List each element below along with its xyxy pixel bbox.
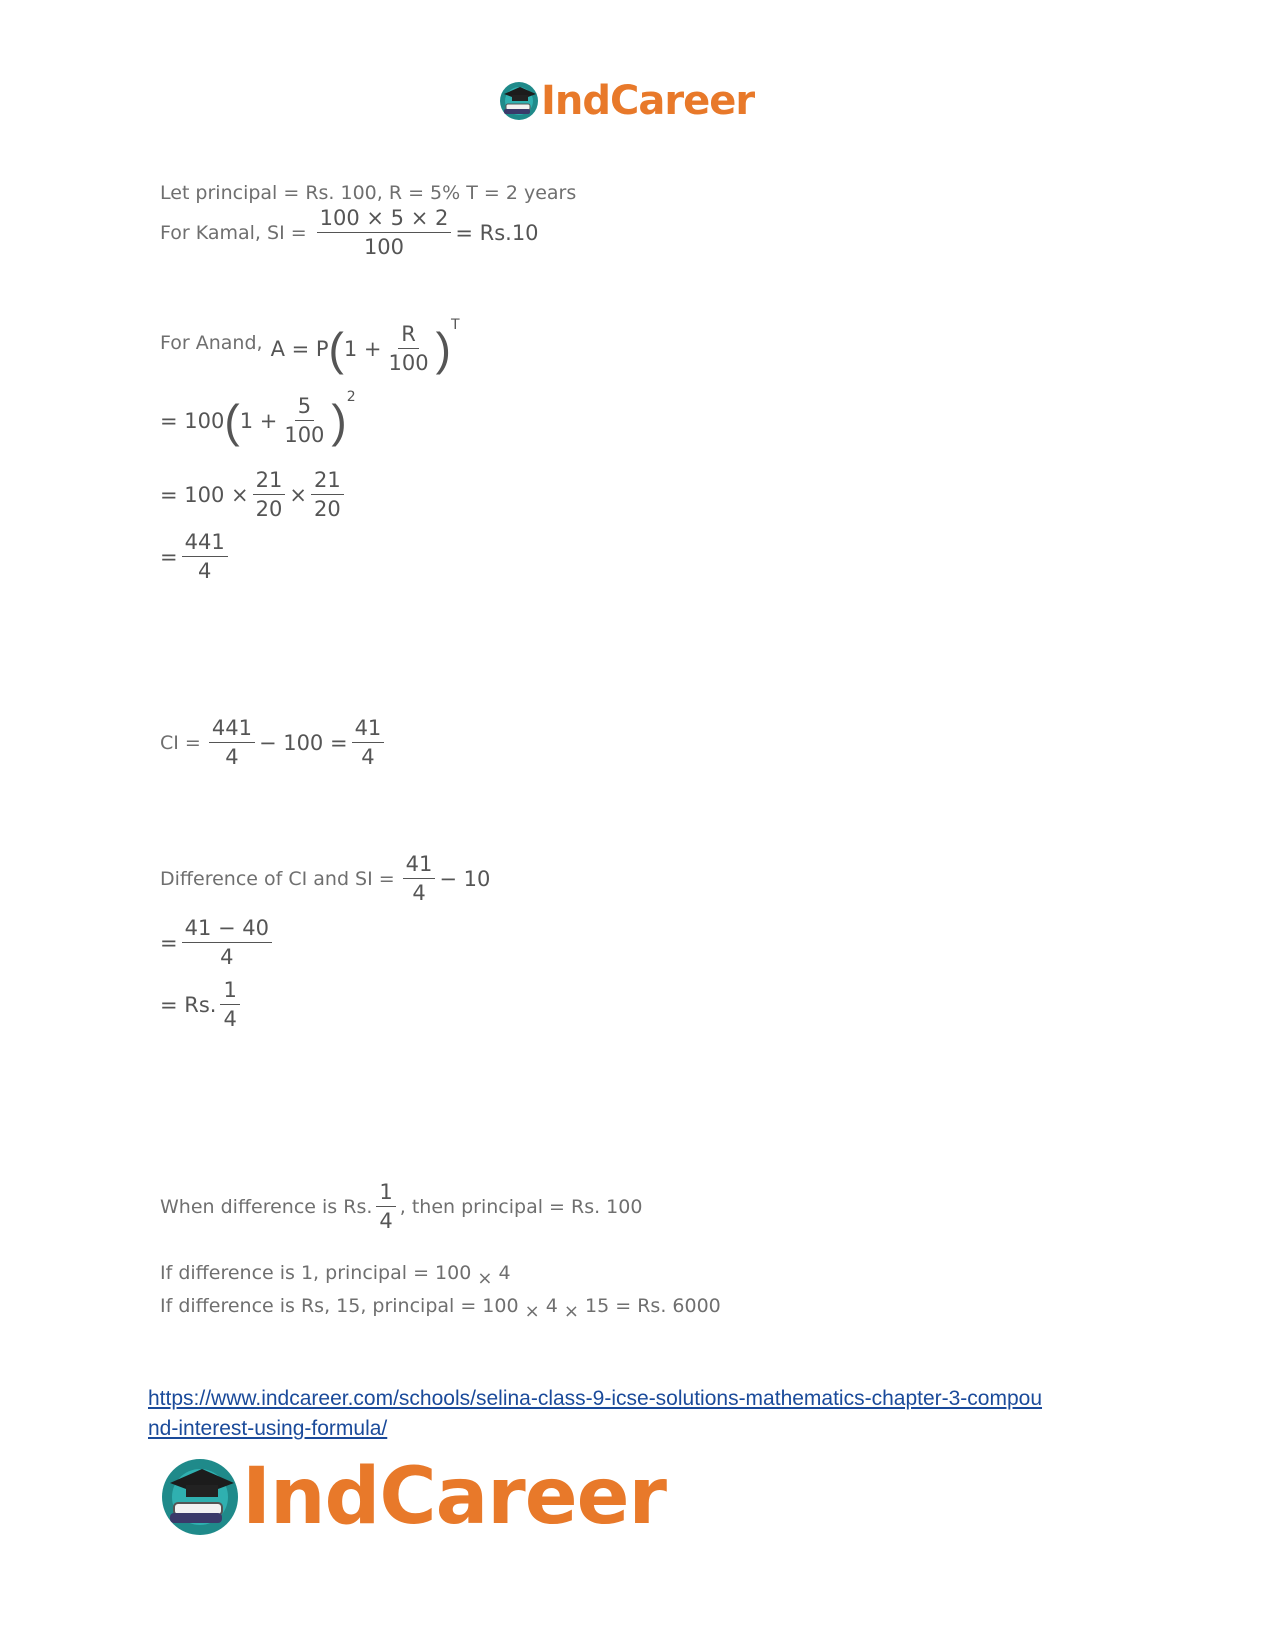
step-substitute-numerator: 5 [295,394,314,421]
header-brand-text: IndCareer [541,78,755,124]
difference-step-3-denominator: 4 [223,1007,237,1032]
difference-step-3-fraction [220,978,239,1031]
footer-logo [158,1452,666,1542]
source-link-line-1[interactable]: https://www.indcareer.com/schools/selina-class-9-icse-solutions-mathematics-chapter-3-compou [148,1387,1043,1410]
if-difference-fifteen-prefix: If difference is Rs, 15, principal = 100 [160,1295,519,1317]
step-multiply-fraction-2 [311,468,344,521]
ci-middle: − 100 = [258,730,348,755]
when-difference-denominator: 4 [379,1209,393,1234]
difference-step-3-lhs: = Rs. [160,992,217,1017]
step-multiply-num-2: 21 [311,468,344,495]
kamal-si-fraction [317,206,452,259]
principal-assumption-text: Let principal = Rs. 100, R = 5% T = 2 years [160,182,577,204]
step-multiply-den-1: 20 [255,497,283,522]
equals-sign: = [160,930,178,955]
anand-rate-numerator: R [398,322,419,349]
if-difference-one-line [160,1262,511,1289]
difference-step-2-denominator: 4 [220,945,234,970]
ci-fraction-1 [209,716,255,769]
kamal-si-label: For Kamal, SI = [160,221,307,244]
close-paren: ) [331,394,347,447]
difference-numerator: 41 [403,852,436,879]
when-difference-line [160,1180,642,1233]
step-substitute-one: 1 + [239,408,278,433]
ci-numerator-2: 41 [352,716,385,743]
step-substitute-denominator: 100 [284,423,325,448]
step-amount [160,530,232,583]
difference-denominator: 4 [412,881,426,906]
header-logo [498,78,754,124]
step-multiply-den-2: 20 [313,497,341,522]
if-difference-fifteen-mid: 4 [545,1295,558,1317]
amount-fraction [182,530,228,583]
difference-step-2 [160,916,276,969]
when-difference-prefix: When difference is Rs. [160,1195,373,1218]
footer-brand-text: IndCareer [242,1452,666,1542]
open-paren: ( [224,394,240,447]
graduation-cap-book-icon [158,1455,242,1539]
step-multiply-fraction-1 [253,468,286,521]
kamal-si-denominator: 100 [363,235,405,260]
ci-numerator-1: 441 [209,716,255,743]
source-link[interactable] [148,1384,1148,1444]
step-multiply-lhs: = 100 × [160,482,249,507]
anand-one-plus: 1 + [343,336,382,361]
anand-rate-denominator: 100 [388,351,429,376]
open-paren: ( [328,322,344,375]
difference-equation [160,852,490,905]
anand-label: For Anand, [160,331,263,354]
step-substitute-fraction [281,394,327,447]
times-sign: × [563,1301,579,1322]
step-substitute [160,388,356,448]
source-link-line-2[interactable]: nd-interest-using-formula/ [148,1417,388,1440]
times-sign: × [524,1301,540,1322]
ci-denominator-1: 4 [225,745,239,770]
times-sign: × [477,1268,493,1289]
when-difference-suffix: , then principal = Rs. 100 [399,1195,643,1218]
graduation-cap-book-icon [498,80,540,122]
close-paren: ) [435,322,451,375]
kamal-si-numerator: 100 × 5 × 2 [317,206,452,233]
amount-denominator: 4 [197,559,212,584]
times-sign: × [289,482,307,507]
if-difference-fifteen-line [160,1295,721,1322]
step-substitute-lhs: = 100 [160,408,225,433]
when-difference-numerator: 1 [376,1180,395,1207]
difference-label: Difference of CI and SI = [160,867,395,890]
difference-step-2-numerator: 41 − 40 [182,916,272,943]
ci-label: CI = [160,731,201,754]
step-multiply [160,468,348,521]
anand-formula [160,316,460,376]
ci-fraction-2 [352,716,385,769]
if-difference-fifteen-suffix: 15 = Rs. 6000 [585,1295,721,1317]
kamal-si-result: = Rs.10 [455,220,539,245]
difference-step-3-numerator: 1 [220,978,239,1005]
amount-numerator: 441 [182,530,228,557]
equals-sign: = [160,544,178,569]
kamal-si-equation [160,206,539,259]
difference-step-2-fraction [182,916,272,969]
if-difference-one-suffix: 4 [498,1262,511,1284]
if-difference-one-prefix: If difference is 1, principal = 100 [160,1262,472,1284]
difference-step-3 [160,978,244,1031]
difference-tail: − 10 [439,866,491,891]
ci-denominator-2: 4 [361,745,375,770]
when-difference-fraction [376,1180,395,1233]
step-substitute-exponent: 2 [346,388,356,405]
ci-equation [160,716,388,769]
anand-lhs: A = P [270,336,329,361]
anand-exponent: T [450,316,460,333]
step-multiply-num-1: 21 [253,468,286,495]
difference-fraction [403,852,436,905]
anand-rate-fraction [386,322,432,375]
